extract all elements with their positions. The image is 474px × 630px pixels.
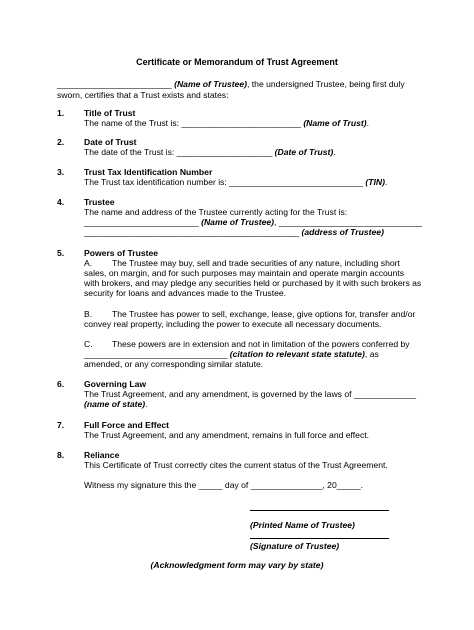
intro-line-2: sworn, certifies that a Trust exists and states: <box>57 90 229 100</box>
period: . <box>366 118 370 128</box>
trustee-address-label: (address of Trustee) <box>301 227 384 237</box>
trust-name-label: (Name of Trust) <box>303 118 367 128</box>
power-a-line: with brokers, and may pledge any securities held or purchased by it with such brokers as <box>84 278 422 288</box>
power-a-line: security for loans and advances made to the Trustee. <box>84 288 287 298</box>
power-a-label: A. <box>84 258 93 268</box>
tin-line: The Trust tax identification number is: ____________________________ <box>84 177 366 187</box>
power-b-line: The Trustee has power to sell, exchange, lease, give options for, transfer and/or <box>112 309 416 319</box>
section-8-number: 8. <box>57 450 65 460</box>
state-name-label: (name of state) <box>84 399 146 409</box>
tin-label: (TIN) <box>365 177 385 187</box>
section-4-line-1: The name and address of the Trustee currently acting for the Trust is: <box>84 207 348 217</box>
document-title: Certificate or Memorandum of Trust Agreement <box>136 57 338 67</box>
period: . <box>145 399 148 409</box>
intro-line-1 <box>57 79 405 90</box>
acknowledgment-note: (Acknowledgment form may vary by state) <box>150 560 324 570</box>
section-5-heading: Powers of Trustee <box>84 248 159 258</box>
section-6-number: 6. <box>57 379 65 389</box>
citation-suffix: , as <box>364 349 379 359</box>
section-6-heading: Governing Law <box>84 379 147 389</box>
citation-blank: ______________________________ <box>84 349 230 359</box>
witness-line: Witness my signature this the _____ day of _______________, 20_____. <box>84 480 364 490</box>
section-3-number: 3. <box>57 167 65 177</box>
section-2-heading: Date of Trust <box>84 137 137 147</box>
section-2-number: 2. <box>57 137 65 147</box>
trust-name-line: The name of the Trust is: _________________________ <box>84 118 304 128</box>
trust-date-label: (Date of Trust) <box>274 147 334 157</box>
power-c-line-3: amended, or any corresponding similar statute. <box>84 359 264 369</box>
power-b-line: convey real property, including the power to execute all necessary documents. <box>84 319 382 329</box>
section-3-heading: Trust Tax Identification Number <box>84 167 213 177</box>
section-1-number: 1. <box>57 108 65 118</box>
section-6-line-1: The Trust Agreement, and any amendment, is governed by the laws of _____________ <box>84 389 417 399</box>
section-4-number: 4. <box>57 197 65 207</box>
trustee-name-blank: ________________________ <box>57 79 172 89</box>
trustee-name-label: (Name of Trustee) <box>201 217 275 227</box>
section-1-text <box>84 118 369 129</box>
section-6-line-2 <box>84 399 148 410</box>
printed-name-line <box>250 510 389 511</box>
section-3-text <box>84 177 387 188</box>
power-b-label: B. <box>84 309 93 319</box>
period: . <box>385 177 388 187</box>
section-4-line-3 <box>84 227 384 238</box>
power-a-line: The Trustee may buy, sell and trade securities of any nature, including short <box>112 258 400 268</box>
section-2-text <box>84 147 336 158</box>
signature-line <box>250 538 389 539</box>
printed-name-label: (Printed Name of Trustee) <box>250 520 355 530</box>
power-c-label: C. <box>84 339 93 349</box>
power-a-line: sales, on margin, and for such purposes may maintain and operate margin accounts <box>84 268 405 278</box>
trustee-address-blank: _____________________________________________ <box>84 227 302 237</box>
section-7-text: The Trust Agreement, and any amendment, remains in full force and effect. <box>84 430 370 440</box>
citation-label: (citation to relevant state statute) <box>229 349 365 359</box>
signature-label: (Signature of Trustee) <box>250 541 340 551</box>
section-7-heading: Full Force and Effect <box>84 420 169 430</box>
section-7-number: 7. <box>57 420 65 430</box>
trust-date-line: The date of the Trust is: ____________________ <box>84 147 275 157</box>
section-5-number: 5. <box>57 248 65 258</box>
trustee-blank-continued: , ______________________________ <box>274 217 423 227</box>
section-8-text: This Certificate of Trust correctly cites the current status of the Trust Agreement. <box>84 460 388 470</box>
section-1-heading: Title of Trust <box>84 108 136 118</box>
section-8-heading: Reliance <box>84 450 120 460</box>
section-4-heading: Trustee <box>84 197 115 207</box>
intro-text-1: , the undersigned Trustee, being first duly <box>247 79 405 89</box>
trustee-name-blank: ________________________ <box>84 217 202 227</box>
trustee-name-label: (Name of Trustee) <box>174 79 248 89</box>
period: . <box>333 147 336 157</box>
power-c-line-1: These powers are in extension and not in limitation of the powers conferred by <box>112 339 410 349</box>
